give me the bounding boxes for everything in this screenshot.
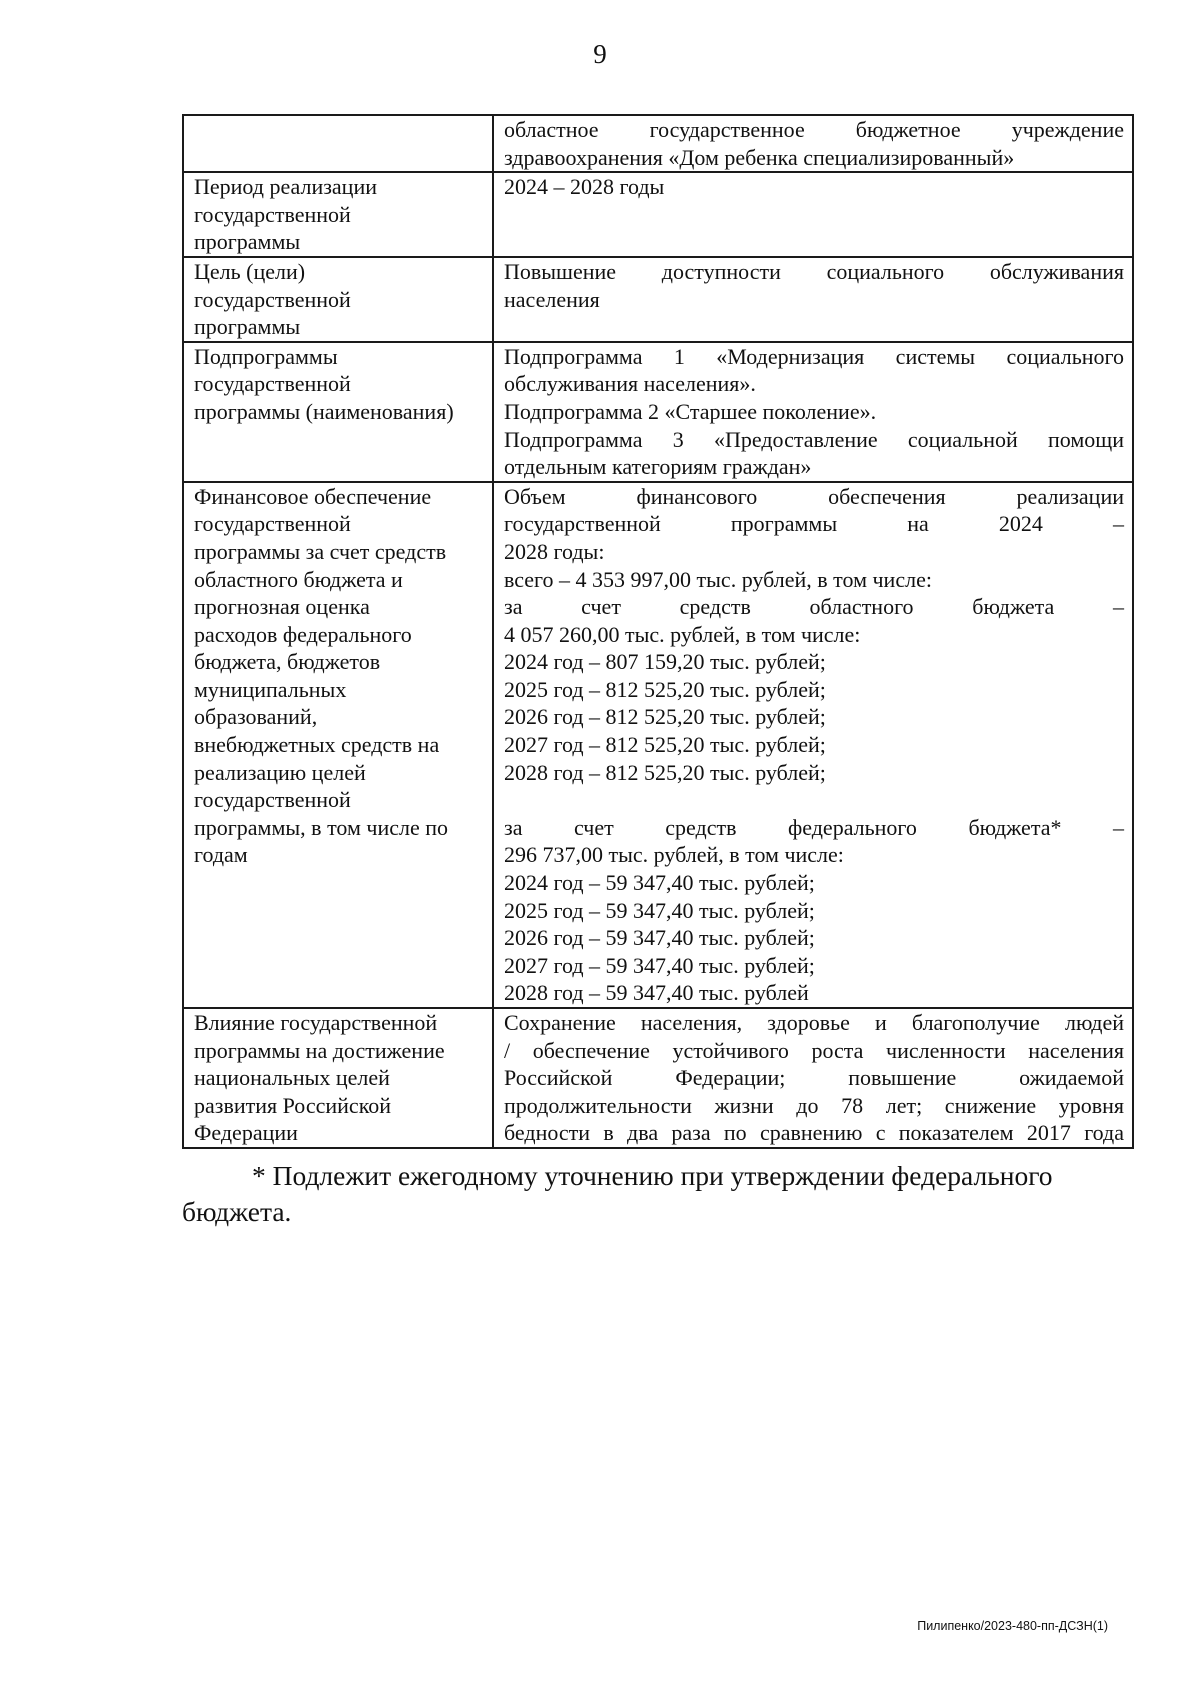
label-cell [183, 1008, 493, 1148]
value-line: продолжительности жизни до 78 лет; снижение уровня [504, 1092, 1124, 1118]
value-line: 2028 год – 812 525,20 тыс. рублей; [504, 759, 826, 785]
label-line: Цель (цели) [194, 258, 306, 284]
table-row-subprograms [183, 342, 1133, 482]
value-line: Подпрограмма 3 «Предоставление социальной помощи [504, 426, 1124, 452]
value-line: за счет средств областного бюджета – [504, 594, 1124, 620]
document-reference: Пилипенко/2023-480-пп-ДСЗН(1) [917, 1619, 1108, 1633]
value-line: Объем финансового обеспечения реализации [504, 483, 1124, 509]
label-line: Период реализации [194, 174, 378, 200]
label-cell [183, 482, 493, 1008]
value-cell [493, 257, 1133, 342]
table-row-executor [183, 115, 1133, 172]
value-cell [493, 115, 1133, 172]
value-line: 296 737,00 тыс. рублей, в том числе: [504, 842, 844, 868]
value-line: 2024 – 2028 годы [504, 174, 665, 200]
label-line: развития Российской [194, 1092, 392, 1118]
label-line: программы (наименования) [194, 398, 454, 424]
label-line: расходов федерального [194, 621, 412, 647]
value-line: государственной программы на 2024 – [504, 511, 1124, 537]
value-line: населения [504, 286, 600, 312]
label-line: Подпрограммы [194, 343, 338, 369]
footnote-line: бюджета. [182, 1196, 292, 1227]
value-line: всего – 4 353 997,00 тыс. рублей, в том числе: [504, 566, 932, 592]
label-line: национальных целей [194, 1065, 390, 1091]
value-line: 2024 год – 807 159,20 тыс. рублей; [504, 649, 826, 675]
value-line: за счет средств федерального бюджета* – [504, 814, 1124, 840]
label-cell [183, 257, 493, 342]
table-row-financing [183, 482, 1133, 1008]
value-line: 2028 годы: [504, 538, 605, 564]
label-line: государственной [194, 787, 351, 813]
table-row-goal [183, 257, 1133, 342]
label-cell [183, 115, 493, 172]
value-cell [493, 342, 1133, 482]
blank-line [504, 786, 1124, 814]
value-line: 2024 год – 59 347,40 тыс. рублей; [504, 870, 815, 896]
value-line: Сохранение населения, здоровье и благополучие людей [504, 1010, 1124, 1035]
value-cell [493, 172, 1133, 257]
label-line: муниципальных [194, 676, 347, 702]
label-line: программы, в том числе по [194, 814, 449, 840]
value-line: 2027 год – 812 525,20 тыс. рублей; [504, 732, 826, 758]
value-line: Российской Федерации; повышение ожидаемой [504, 1065, 1124, 1091]
label-line: программы [194, 314, 301, 340]
value-line: 2026 год – 59 347,40 тыс. рублей; [504, 925, 815, 951]
value-line: отдельным категориям граждан» [504, 454, 812, 480]
label-line: Влияние государственной [194, 1010, 438, 1035]
footnote-line: * Подлежит ежегодному уточнению при утверждении федерального [252, 1160, 1053, 1191]
label-line: Федерации [194, 1120, 298, 1146]
label-line: бюджета, бюджетов [194, 649, 381, 675]
value-cell [493, 482, 1133, 1008]
label-line: государственной [194, 286, 351, 312]
label-line: государственной [194, 371, 351, 397]
label-line: программы [194, 229, 301, 255]
label-cell [183, 172, 493, 257]
label-line: программы на достижение [194, 1037, 445, 1063]
value-line: бедности в два раза по сравнению с показателем 2017 года [504, 1120, 1124, 1146]
label-line: реализацию целей [194, 759, 366, 785]
value-cell [493, 1008, 1133, 1148]
label-line: прогнозная оценка [194, 594, 370, 620]
value-line: здравоохранения «Дом ребенка специализированный» [504, 144, 1015, 170]
value-line: 2026 год – 812 525,20 тыс. рублей; [504, 704, 826, 730]
footnote [182, 1158, 1107, 1230]
value-line: 2028 год – 59 347,40 тыс. рублей [504, 980, 809, 1006]
label-line: государственной [194, 511, 351, 537]
value-line: 2027 год – 59 347,40 тыс. рублей; [504, 952, 815, 978]
value-line: 4 057 260,00 тыс. рублей, в том числе: [504, 621, 861, 647]
label-line: образований, [194, 704, 318, 730]
value-line: областное государственное бюджетное учреждение [504, 117, 1124, 142]
label-cell [183, 342, 493, 482]
value-line: Подпрограмма 2 «Старшее поколение». [504, 398, 877, 424]
value-line: 2025 год – 59 347,40 тыс. рублей; [504, 897, 815, 923]
value-line: / обеспечение устойчивого роста численности населения [504, 1037, 1124, 1063]
value-line: 2025 год – 812 525,20 тыс. рублей; [504, 676, 826, 702]
value-line: обслуживания населения». [504, 371, 756, 397]
table-row-national-goals [183, 1008, 1133, 1148]
value-line: Подпрограмма 1 «Модернизация системы социального [504, 343, 1124, 369]
program-passport-table [182, 114, 1134, 1149]
label-line: внебюджетных средств на [194, 732, 440, 758]
label-line: государственной [194, 201, 351, 227]
page-number: 9 [593, 39, 607, 69]
label-line: годам [194, 842, 248, 868]
label-line: программы за счет средств [194, 538, 447, 564]
table-row-period [183, 172, 1133, 257]
label-line: Финансовое обеспечение [194, 483, 432, 509]
label-line: областного бюджета и [194, 566, 403, 592]
value-line: Повышение доступности социального обслуживания [504, 258, 1124, 284]
